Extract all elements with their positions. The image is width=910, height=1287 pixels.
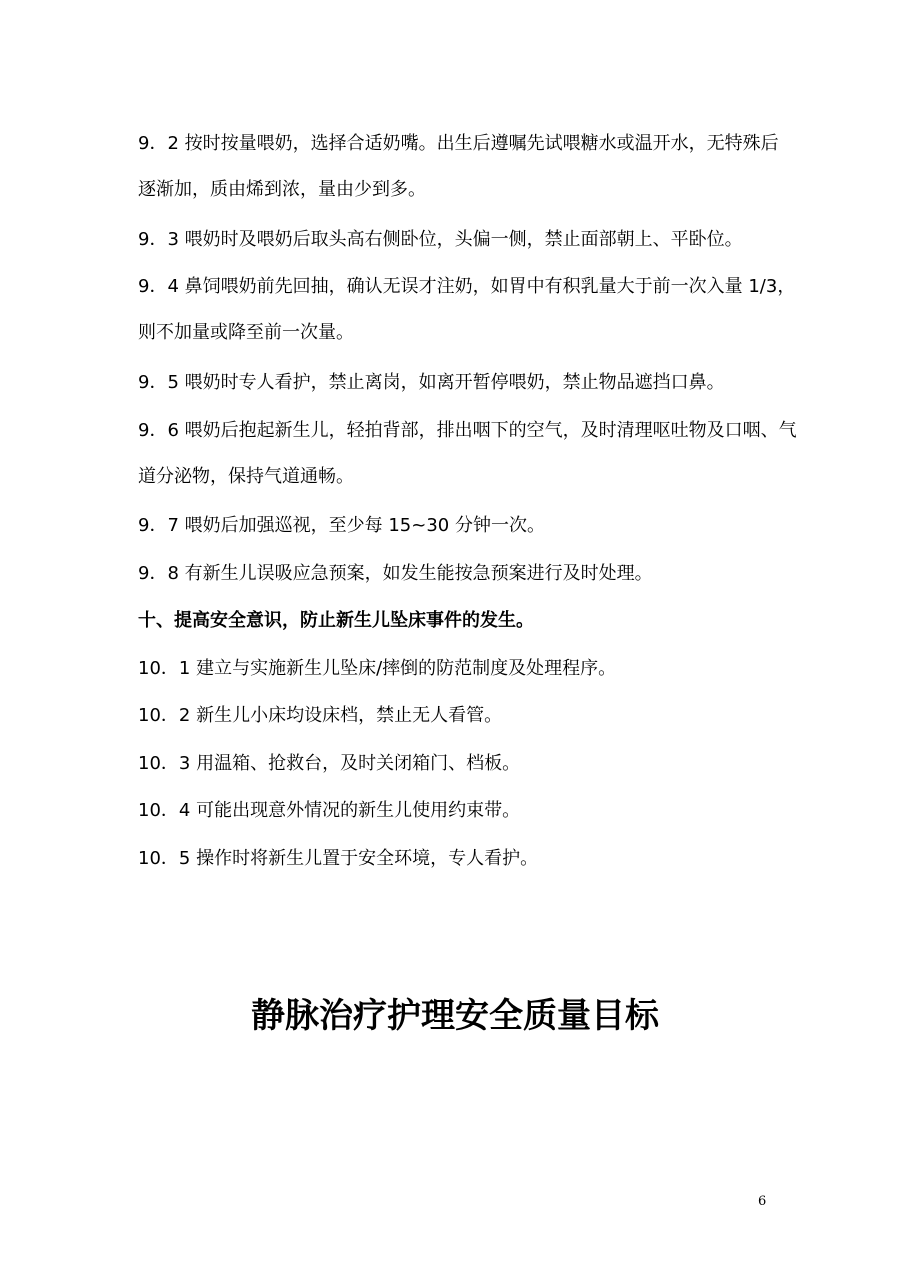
section-item: 10．4 可能出现意外情况的新生儿使用约束带。	[138, 800, 521, 821]
paragraph-line: 9．2 按时按量喂奶，选择合适奶嘴。出生后遵嘱先试喂糖水或温开水，无特殊后	[138, 133, 779, 154]
document-title: 静脉治疗护理安全质量目标	[251, 996, 659, 1036]
section-item: 10．2 新生儿小床均设床档，禁止无人看管。	[138, 705, 503, 726]
page-number: 6	[758, 1194, 767, 1209]
section-item: 10．5 操作时将新生儿置于安全环境，专人看护。	[138, 848, 539, 869]
section-item: 10．1 建立与实施新生儿坠床/摔倒的防范制度及处理程序。	[138, 658, 617, 679]
paragraph-line: 9．7 喂奶后加强巡视，至少每 15~30 分钟一次。	[138, 515, 545, 536]
paragraph-line: 9．3 喂奶时及喂奶后取头高右侧卧位，头偏一侧，禁止面部朝上、平卧位。	[138, 229, 743, 250]
section-heading: 十、提高安全意识，防止新生儿坠床事件的发生。	[138, 610, 534, 631]
paragraph-line: 9．8 有新生儿误吸应急预案，如发生能按急预案进行及时处理。	[138, 563, 653, 584]
paragraph-line: 道分泌物，保持气道通畅。	[138, 466, 354, 487]
paragraph-line: 逐渐加，质由烯到浓，量由少到多。	[138, 179, 426, 200]
paragraph-line: 9．6 喂奶后抱起新生儿，轻拍背部，排出咽下的空气，及时清理呕吐物及口咽、气	[138, 420, 797, 441]
paragraph-line: 则不加量或降至前一次量。	[138, 322, 354, 343]
paragraph-line: 9．4 鼻饲喂奶前先回抽，确认无误才注奶，如胃中有积乳量大于前一次入量 1/3，	[138, 276, 796, 297]
paragraph-line: 9．5 喂奶时专人看护，禁止离岗，如离开暂停喂奶，禁止物品遮挡口鼻。	[138, 372, 725, 393]
section-item: 10．3 用温箱、抢救台，及时关闭箱门、档板。	[138, 753, 521, 774]
